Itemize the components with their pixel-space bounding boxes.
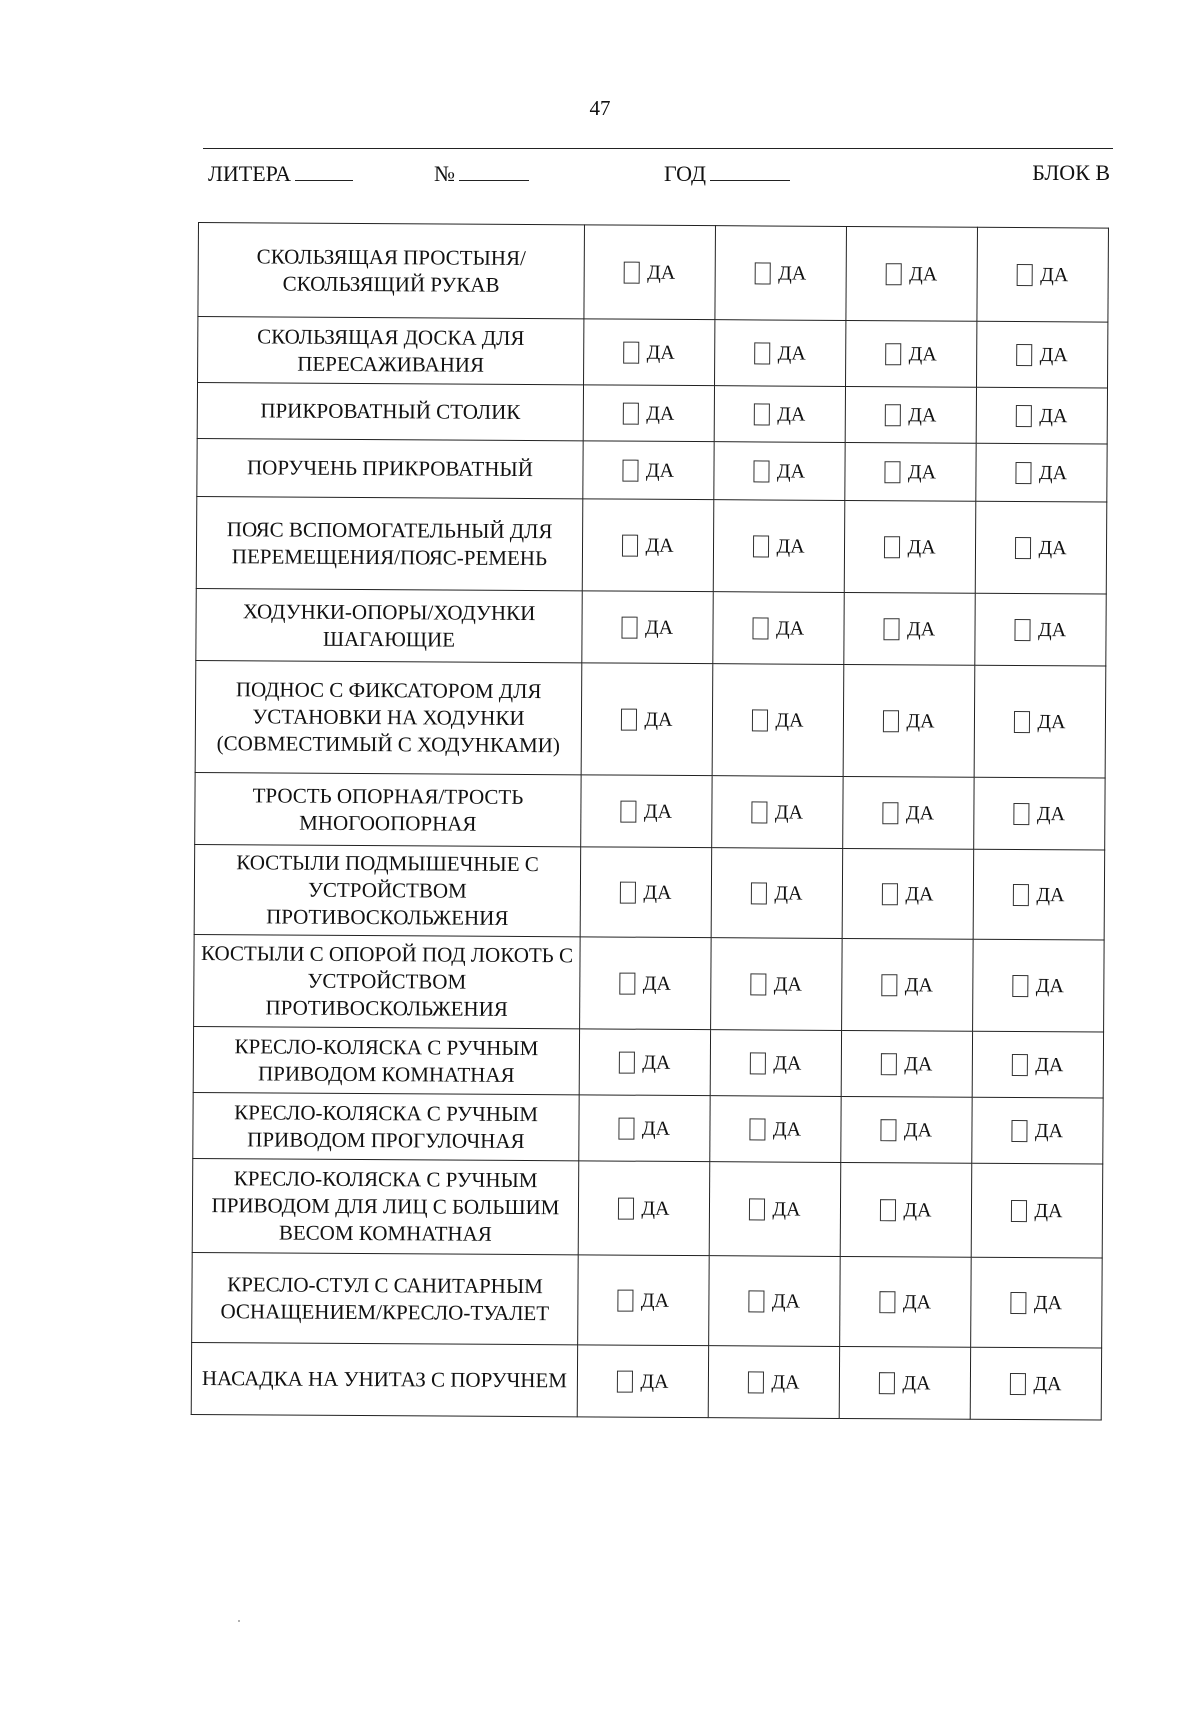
item-name: КОСТЫЛИ ПОДМЫШЕЧНЫЕ С УСТРОЙСТВОМ ПРОТИВОСКОЛЬЖЕНИЯ <box>194 844 581 936</box>
answer-cell <box>713 592 844 665</box>
yes-checkbox[interactable] <box>752 801 768 823</box>
yes-checkbox[interactable] <box>752 709 768 731</box>
yes-checkbox[interactable] <box>620 973 636 995</box>
item-name: КРЕСЛО-КОЛЯСКА С РУЧНЫМ ПРИВОДОМ КОМНАТНАЯ <box>193 1026 579 1094</box>
yes-checkbox[interactable] <box>880 1291 896 1313</box>
answer-cell <box>577 1345 708 1418</box>
yes-label: ДА <box>1036 802 1066 825</box>
equipment-table-body <box>191 223 1108 1421</box>
table-row <box>192 1158 1103 1258</box>
answer-cell <box>976 443 1107 502</box>
answer-cell <box>584 319 715 386</box>
form-header <box>208 160 1110 192</box>
yes-checkbox[interactable] <box>754 460 770 482</box>
yes-checkbox[interactable] <box>880 1199 896 1221</box>
yes-checkbox[interactable] <box>754 403 770 425</box>
answer-cell <box>578 1161 710 1256</box>
yes-checkbox[interactable] <box>621 709 637 731</box>
yes-label: ДА <box>1040 263 1069 286</box>
scan-speck <box>238 1620 240 1622</box>
yes-label: ДА <box>907 535 936 558</box>
answer-cell <box>583 385 714 442</box>
yes-checkbox[interactable] <box>624 342 640 364</box>
item-name: ПОРУЧЕНЬ ПРИКРОВАТНЫЙ <box>197 438 583 498</box>
item-name: СКОЛЬЗЯЩАЯ ДОСКА ДЛЯ ПЕРЕСАЖИВАНИЯ <box>198 317 584 385</box>
yes-label: ДА <box>646 341 675 364</box>
yes-label: ДА <box>902 1371 931 1394</box>
answer-cell <box>839 1346 970 1419</box>
yes-checkbox[interactable] <box>886 343 902 365</box>
answer-cell <box>582 499 714 592</box>
yes-label: ДА <box>642 972 671 995</box>
yes-checkbox[interactable] <box>879 1372 895 1394</box>
yes-label: ДА <box>646 402 675 425</box>
table-row <box>192 1252 1103 1348</box>
answer-cell <box>715 320 846 387</box>
table-row <box>198 317 1108 389</box>
answer-cell <box>714 386 845 443</box>
yes-checkbox[interactable] <box>617 1371 633 1393</box>
yes-checkbox[interactable] <box>624 262 640 284</box>
yes-checkbox[interactable] <box>1013 884 1029 906</box>
yes-label: ДА <box>640 1289 670 1312</box>
litera-blank[interactable] <box>295 160 353 181</box>
yes-label: ДА <box>1035 1053 1064 1076</box>
answer-cell <box>578 1255 710 1346</box>
yes-label: ДА <box>775 708 804 732</box>
yes-label: ДА <box>905 882 934 905</box>
item-name: КРЕСЛО-КОЛЯСКА С РУЧНЫМ ПРИВОДОМ ДЛЯ ЛИЦ С БОЛЬШИМ ВЕСОМ КОМНАТНАЯ <box>192 1158 579 1254</box>
yes-checkbox[interactable] <box>886 263 902 285</box>
item-name: ПОЯС ВСПОМОГАТЕЛЬНЫЙ ДЛЯ ПЕРЕМЕЩЕНИЯ/ПОЯС-РЕМЕНЬ <box>196 496 583 590</box>
yes-label: ДА <box>906 709 935 732</box>
yes-checkbox[interactable] <box>1011 1292 1027 1314</box>
item-name: ПОДНОС С ФИКСАТОРОМ ДЛЯ УСТАНОВКИ НА ХОДУНКИ (СОВМЕСТИМЫЙ С ХОДУНКАМИ) <box>195 660 582 774</box>
answer-cell <box>711 848 843 939</box>
answer-cell <box>713 500 845 593</box>
answer-cell <box>712 776 843 849</box>
yes-label: ДА <box>772 1117 802 1141</box>
answer-cell <box>972 1097 1103 1164</box>
yes-label: ДА <box>776 534 805 558</box>
answer-cell <box>712 664 844 777</box>
yes-checkbox[interactable] <box>618 1290 634 1312</box>
yes-checkbox[interactable] <box>620 882 636 904</box>
yes-label: ДА <box>645 459 675 482</box>
yes-checkbox[interactable] <box>753 535 769 557</box>
table-row <box>191 1342 1101 1420</box>
answer-cell <box>709 1162 841 1257</box>
yes-label: ДА <box>905 801 935 824</box>
table-row <box>198 223 1109 323</box>
answer-cell <box>840 1256 972 1347</box>
answer-cell <box>714 442 845 501</box>
yes-checkbox[interactable] <box>882 883 898 905</box>
answer-cell <box>584 225 716 320</box>
item-name: ТРОСТЬ ОПОРНАЯ/ТРОСТЬ МНОГООПОРНАЯ <box>195 772 581 846</box>
table-row <box>193 1092 1103 1164</box>
answer-cell <box>845 442 976 501</box>
answer-cell <box>976 387 1107 444</box>
yes-label: ДА <box>777 402 806 426</box>
year-label: ГОД <box>664 161 706 186</box>
number-field <box>434 160 529 187</box>
answer-cell <box>842 938 974 1031</box>
yes-checkbox[interactable] <box>753 617 769 639</box>
yes-label: ДА <box>908 342 937 365</box>
yes-checkbox[interactable] <box>623 403 639 425</box>
yes-label: ДА <box>771 1289 801 1313</box>
yes-checkbox[interactable] <box>751 882 767 904</box>
answer-cell <box>710 1096 841 1163</box>
yes-checkbox[interactable] <box>884 618 900 640</box>
yes-label: ДА <box>1037 618 1067 641</box>
yes-checkbox[interactable] <box>883 710 899 732</box>
answer-cell <box>715 226 847 321</box>
yes-label: ДА <box>647 261 676 284</box>
yes-label: ДА <box>1033 1291 1063 1314</box>
answer-cell <box>843 776 974 849</box>
item-name: КРЕСЛО-СТУЛ С САНИТАРНЫМ ОСНАЩЕНИЕМ/КРЕСЛО-ТУАЛЕТ <box>192 1252 579 1344</box>
yes-checkbox[interactable] <box>1013 975 1029 997</box>
answer-cell <box>841 1030 972 1097</box>
yes-label: ДА <box>1039 404 1068 427</box>
answer-cell <box>972 1031 1103 1098</box>
yes-checkbox[interactable] <box>755 262 771 284</box>
equipment-table <box>191 222 1109 1421</box>
yes-label: ДА <box>1035 974 1064 997</box>
yes-label: ДА <box>902 1290 932 1313</box>
answer-cell <box>841 1096 972 1163</box>
yes-label: ДА <box>641 1117 671 1140</box>
yes-checkbox[interactable] <box>749 1198 765 1220</box>
answer-cell <box>580 937 712 1030</box>
item-name: КРЕСЛО-КОЛЯСКА С РУЧНЫМ ПРИВОДОМ ПРОГУЛОЧНАЯ <box>193 1092 579 1160</box>
yes-label: ДА <box>904 973 933 996</box>
table-row <box>194 844 1105 940</box>
answer-cell <box>975 593 1106 666</box>
item-name: ХОДУНКИ-ОПОРЫ/ХОДУНКИ ШАГАЮЩИЕ <box>196 588 582 662</box>
yes-label: ДА <box>774 800 804 824</box>
yes-checkbox[interactable] <box>885 404 901 426</box>
answer-cell <box>710 1030 841 1097</box>
yes-checkbox[interactable] <box>622 535 638 557</box>
yes-label: ДА <box>773 972 802 996</box>
yes-label: ДА <box>645 534 674 557</box>
yes-checkbox[interactable] <box>1011 1200 1027 1222</box>
yes-checkbox[interactable] <box>1017 344 1033 366</box>
answer-cell <box>974 665 1106 778</box>
yes-label: ДА <box>906 617 936 640</box>
yes-label: ДА <box>642 1051 671 1074</box>
yes-label: ДА <box>909 262 938 285</box>
page-number: 47 <box>589 96 611 120</box>
yes-checkbox[interactable] <box>1017 264 1033 286</box>
yes-checkbox[interactable] <box>750 1118 766 1140</box>
yes-label: ДА <box>641 1197 670 1220</box>
yes-label: ДА <box>774 881 803 905</box>
yes-checkbox[interactable] <box>751 973 767 995</box>
litera-field <box>208 160 353 187</box>
answer-cell <box>971 1163 1103 1258</box>
answer-cell <box>971 1257 1103 1348</box>
yes-checkbox[interactable] <box>1014 711 1030 733</box>
yes-checkbox[interactable] <box>621 801 637 823</box>
yes-checkbox[interactable] <box>618 1198 634 1220</box>
table-row <box>197 383 1107 445</box>
yes-label: ДА <box>1038 461 1068 484</box>
answer-cell <box>970 1347 1101 1420</box>
table-row <box>193 1026 1103 1098</box>
yes-checkbox[interactable] <box>755 342 771 364</box>
answer-cell <box>974 777 1105 850</box>
yes-label: ДА <box>1038 536 1067 559</box>
yes-label: ДА <box>1034 1119 1064 1142</box>
yes-label: ДА <box>1037 710 1066 733</box>
yes-checkbox[interactable] <box>1012 1054 1028 1076</box>
item-name: ПРИКРОВАТНЫЙ СТОЛИК <box>197 383 583 441</box>
yes-label: ДА <box>640 1370 669 1393</box>
table-row <box>195 772 1105 850</box>
yes-checkbox[interactable] <box>622 617 638 639</box>
answer-cell <box>844 500 976 593</box>
yes-checkbox[interactable] <box>1016 462 1032 484</box>
header-rule <box>203 148 1113 149</box>
yes-label: ДА <box>643 800 673 823</box>
yes-label: ДА <box>776 459 806 483</box>
yes-label: ДА <box>771 1370 800 1394</box>
answer-cell <box>580 847 712 938</box>
yes-label: ДА <box>773 1051 802 1075</box>
item-name: СКОЛЬЗЯЩАЯ ПРОСТЫНЯ/СКОЛЬЗЯЩИЙ РУКАВ <box>198 223 585 319</box>
answer-cell <box>711 938 843 1031</box>
answer-cell <box>581 663 713 776</box>
answer-cell <box>845 386 976 443</box>
yes-label: ДА <box>644 708 673 731</box>
answer-cell <box>708 1346 839 1419</box>
yes-checkbox[interactable] <box>619 1118 635 1140</box>
yes-checkbox[interactable] <box>750 1052 766 1074</box>
yes-label: ДА <box>643 881 672 904</box>
answer-cell <box>709 1256 841 1347</box>
number-blank[interactable] <box>459 160 529 181</box>
yes-label: ДА <box>772 1197 801 1221</box>
answer-cell <box>843 664 975 777</box>
yes-checkbox[interactable] <box>1016 405 1032 427</box>
year-blank[interactable] <box>710 160 790 181</box>
yes-label: ДА <box>778 261 807 285</box>
yes-checkbox[interactable] <box>881 1119 897 1141</box>
yes-checkbox[interactable] <box>749 1290 765 1312</box>
answer-cell <box>977 227 1109 322</box>
yes-checkbox[interactable] <box>885 461 901 483</box>
yes-checkbox[interactable] <box>884 536 900 558</box>
yes-label: ДА <box>907 460 937 483</box>
answer-cell <box>846 226 978 321</box>
yes-checkbox[interactable] <box>1015 619 1031 641</box>
yes-checkbox[interactable] <box>1014 803 1030 825</box>
yes-checkbox[interactable] <box>748 1371 764 1393</box>
yes-label: ДА <box>775 616 805 640</box>
answer-cell <box>844 592 975 665</box>
yes-checkbox[interactable] <box>623 460 639 482</box>
answer-cell <box>582 591 713 664</box>
yes-label: ДА <box>903 1198 932 1221</box>
answer-cell <box>842 848 974 939</box>
yes-checkbox[interactable] <box>883 802 899 824</box>
yes-label: ДА <box>1033 1372 1062 1395</box>
table-row <box>194 934 1105 1032</box>
answer-cell <box>846 320 977 387</box>
yes-checkbox[interactable] <box>619 1052 635 1074</box>
answer-cell <box>975 501 1107 594</box>
item-name: КОСТЫЛИ С ОПОРОЙ ПОД ЛОКОТЬ С УСТРОЙСТВОМ ПРОТИВОСКОЛЬЖЕНИЯ <box>194 934 581 1028</box>
yes-label: ДА <box>644 616 674 639</box>
number-label: № <box>434 161 455 186</box>
yes-label: ДА <box>904 1052 933 1075</box>
yes-label: ДА <box>908 403 937 426</box>
item-name: НАСАДКА НА УНИТАЗ С ПОРУЧНЕМ <box>191 1342 577 1416</box>
yes-label: ДА <box>1036 883 1065 906</box>
yes-checkbox[interactable] <box>1010 1373 1026 1395</box>
table-row <box>196 588 1106 666</box>
table-row <box>196 496 1107 594</box>
yes-label: ДА <box>903 1118 933 1141</box>
yes-checkbox[interactable] <box>1015 537 1031 559</box>
answer-cell <box>579 1095 710 1162</box>
yes-label: ДА <box>1039 343 1068 366</box>
yes-label: ДА <box>1034 1199 1063 1222</box>
litera-label: ЛИТЕРА <box>208 161 291 186</box>
answer-cell <box>977 321 1108 388</box>
answer-cell <box>581 775 712 848</box>
answer-cell <box>973 939 1105 1032</box>
yes-checkbox[interactable] <box>882 974 898 996</box>
answer-cell <box>840 1162 972 1257</box>
year-field <box>664 160 790 187</box>
answer-cell <box>973 849 1105 940</box>
table-row <box>197 438 1107 502</box>
table-row <box>195 660 1106 778</box>
answer-cell <box>579 1029 710 1096</box>
block-label: БЛОК В <box>1032 160 1110 185</box>
yes-label: ДА <box>777 341 806 365</box>
answer-cell <box>583 441 714 500</box>
yes-checkbox[interactable] <box>1012 1120 1028 1142</box>
yes-checkbox[interactable] <box>881 1053 897 1075</box>
